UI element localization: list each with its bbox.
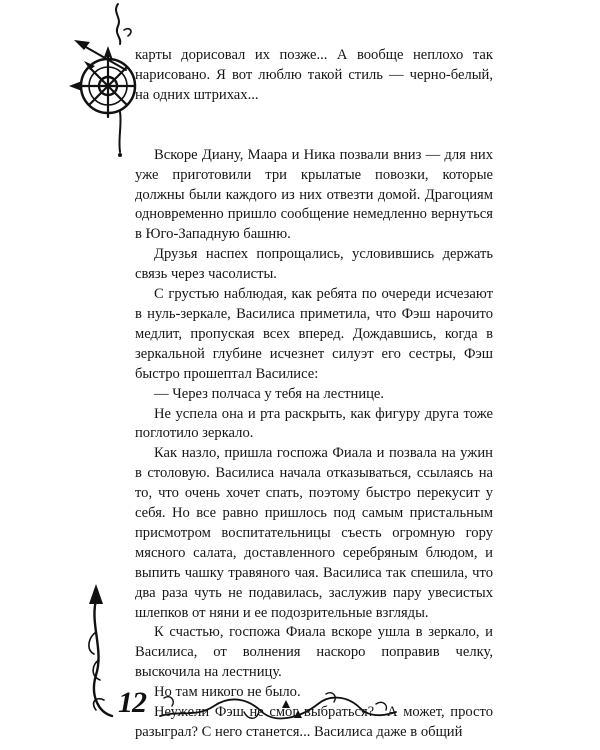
page-number: 12 <box>118 686 146 719</box>
paragraph-6: Не успела она и рта раскрыть, как фигуру друга тоже поглотило зеркало. <box>135 405 493 442</box>
paragraph-1: карты дорисовал их позже... А вообще неплохо так нарисовано. Я вот люблю такой стиль — черно-белый, на одних штрихах... <box>135 47 493 103</box>
paragraph-2: Вскоре Диану, Маара и Ника позвали вниз — для них уже приготовили три крылатые повозки, которые должны были каждого из них отвезти домой. Драгоциям одновременно пришло сообщение немедленно вернуться в Юго-Западную башню. <box>135 146 493 243</box>
body-text <box>135 46 493 743</box>
arrow-icon <box>74 40 126 70</box>
paragraph-10: Неужели Фэш не смог выбраться?.. А может, просто разыграл? С него станется... Василиса даже в общий <box>135 704 493 740</box>
paragraph-9: Но там никого не было. <box>154 684 301 701</box>
paragraph-7: Как назло, пришла госпожа Фиала и позвала на ужин в столовую. Василиса начала отказываться, ссылаясь на то, что очень хочет спать, поэтому быстро перекусит у себя. Но все равно пришлось под самым пристальным присмотром воспитательницы съесть огромную гору мясного салата, доставленного серебряным блюдом, и выпить чашку травяного чая. Василиса так спешила, что два раза чуть не подавилась, заслужив пару увесистых шлепков от няни и ее подозрительные взгляды. <box>135 445 493 621</box>
paragraph-5: — Через полчаса у тебя на лестнице. <box>154 385 385 402</box>
section-gap <box>135 106 493 146</box>
paragraph-3: Друзья наспех попрощались, условившись держать связь через часолисты. <box>135 246 493 283</box>
paragraph-4: С грустью наблюдая, как ребята по очереди исчезают в нуль-зеркале, Василиса приметила, что Фэш нарочито медлит, пропуская всех вперед. Дождавшись, когда в зеркальной глубине исчезнет силуэт его сестры, Фэш быстро прошептал Василисе: <box>135 286 493 382</box>
paragraph-8: К счастью, госпожа Фиала вскоре ушла в зеркало, и Василиса, от волнения наскоро поправив челку, выскочила на лестницу. <box>135 624 493 681</box>
swirl-icon <box>89 584 112 716</box>
